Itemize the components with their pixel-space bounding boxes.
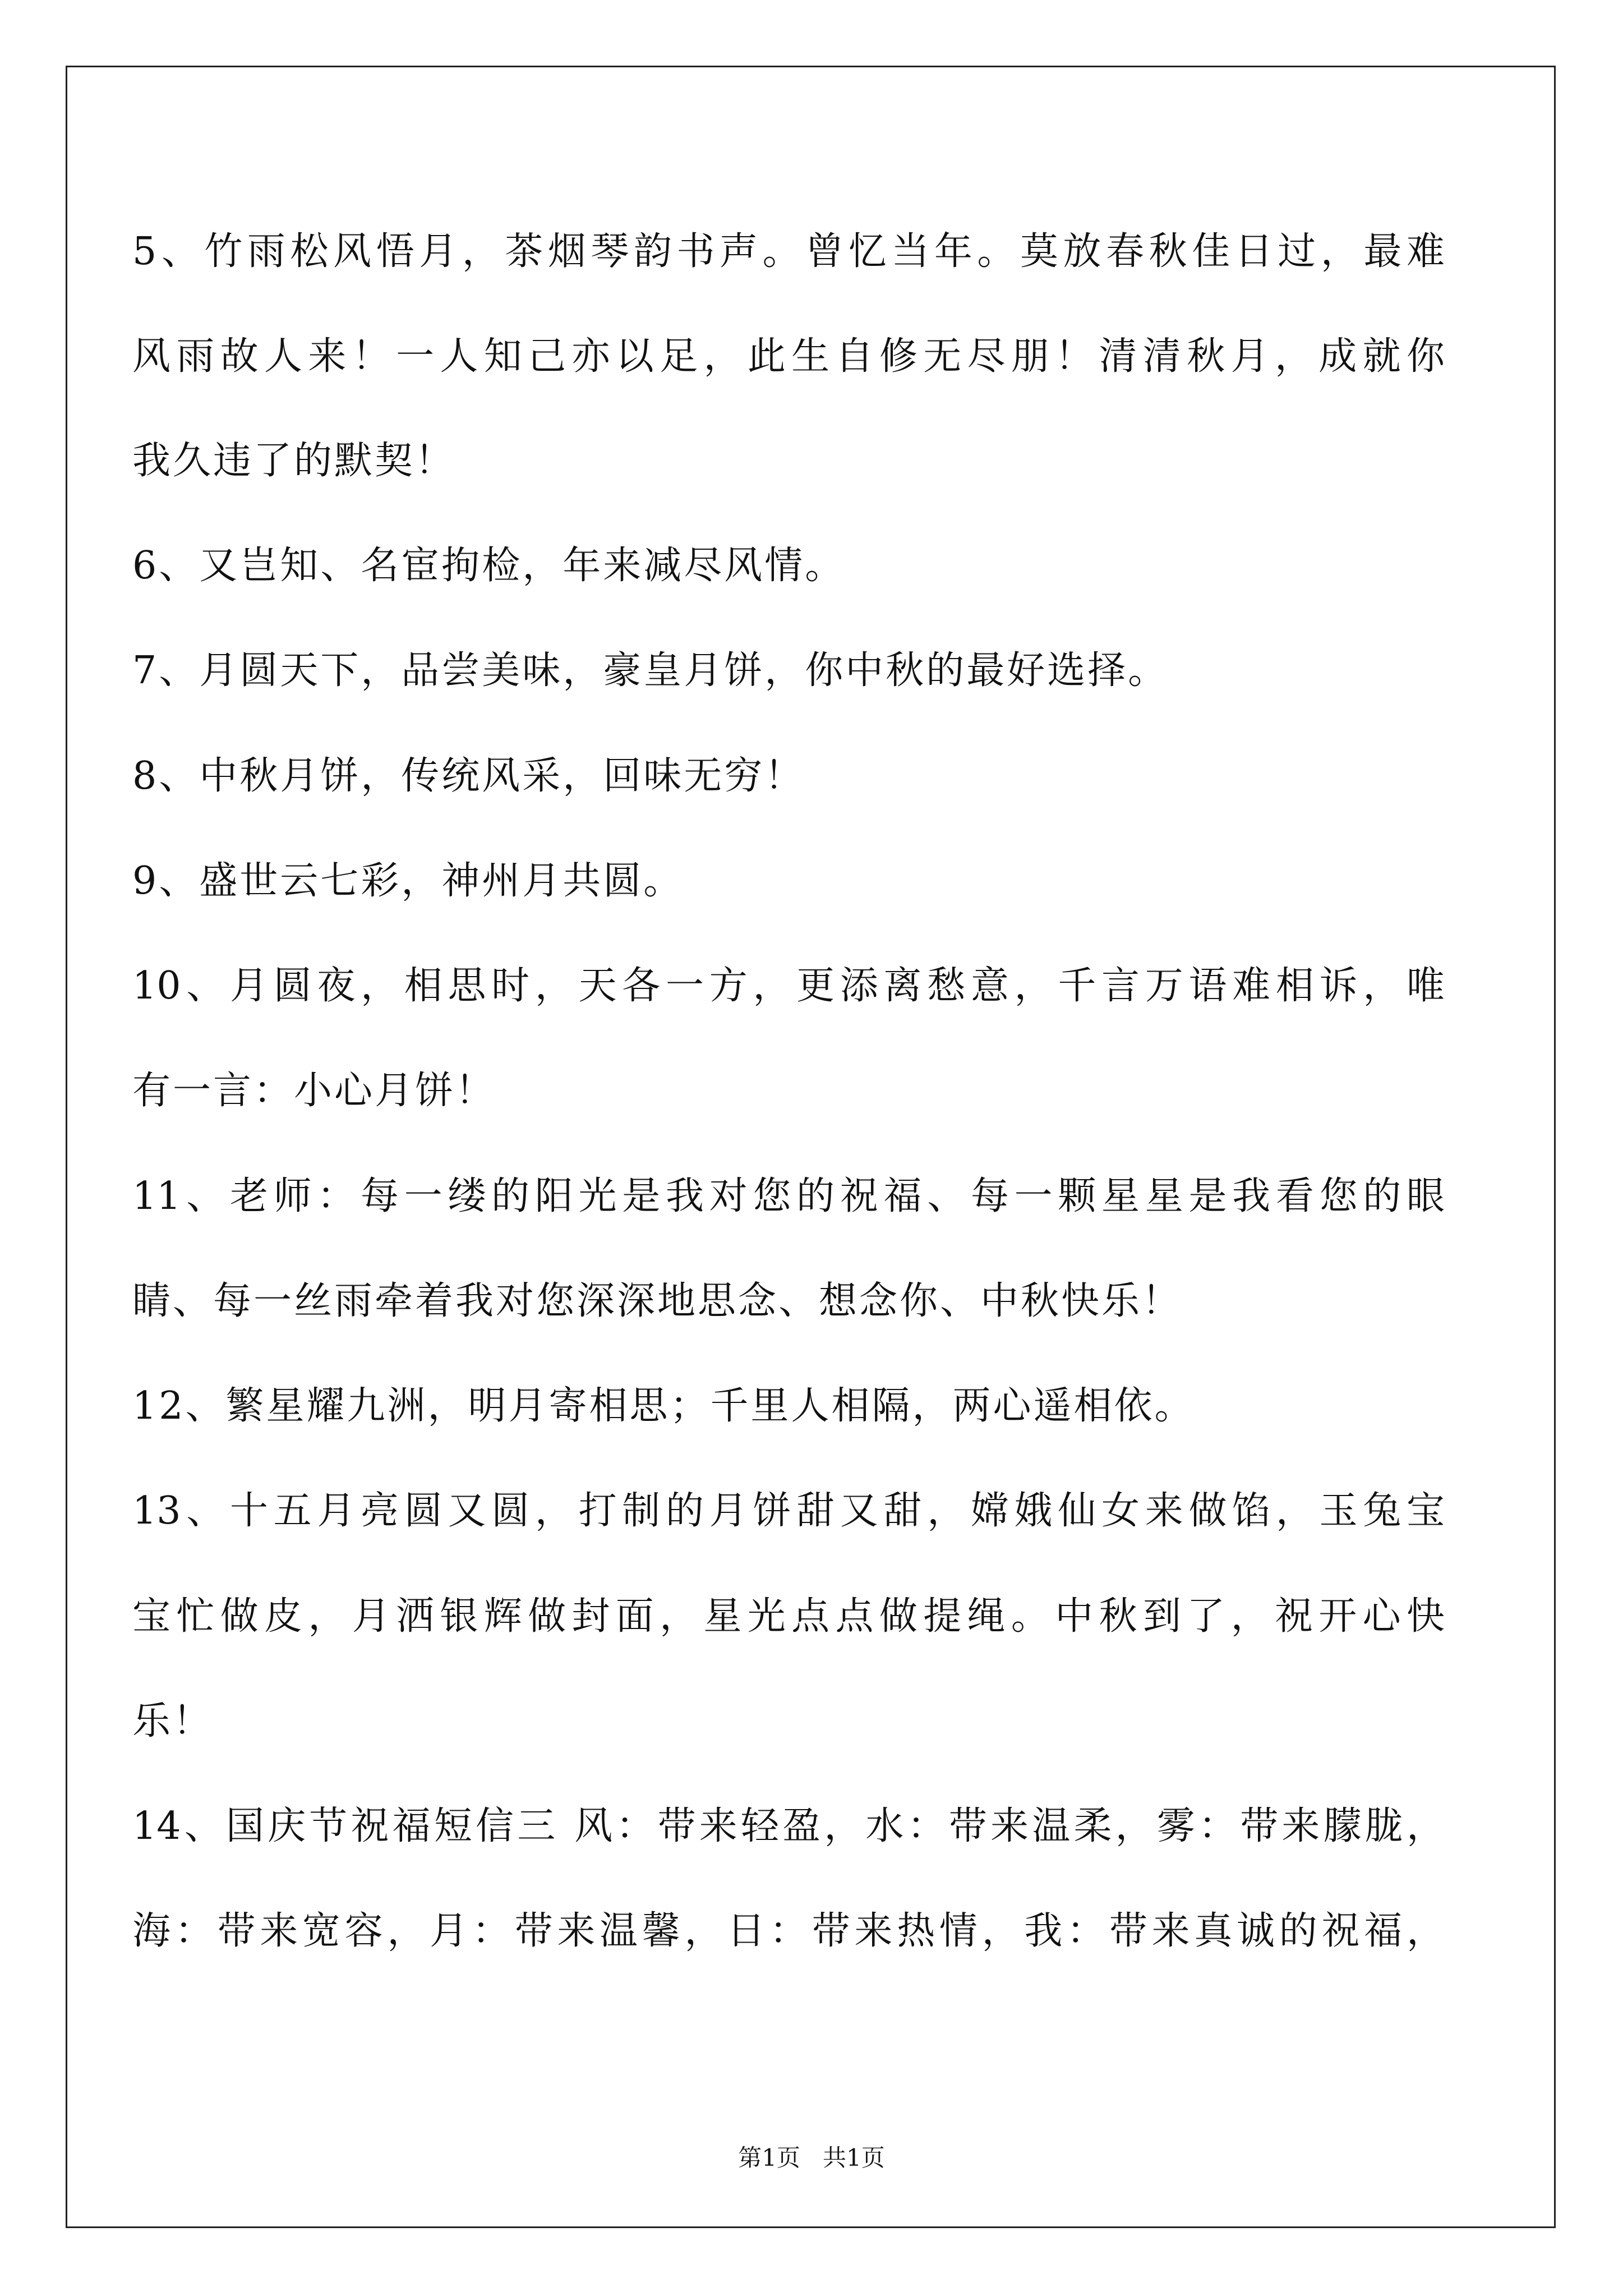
text-line: 海：带来宽容，月：带来温馨，日：带来热情，我：带来真诚的祝福， <box>132 1909 1445 1953</box>
text-line: 8、中秋月饼，传统风采，回味无穷！ <box>132 754 805 798</box>
text-line: 宝忙做皮，月洒银辉做封面，星光点点做提绳。中秋到了，祝开心快 <box>132 1594 1445 1639</box>
page-footer: 第1页 共1页 <box>738 2144 885 2171</box>
text-line: 9、盛世云七彩，神州月共圆。 <box>132 859 684 903</box>
text-line: 我久违了的默契！ <box>132 439 456 483</box>
text-line: 乐！ <box>132 1699 214 1743</box>
text-line: 12、繁星耀九洲，明月寄相思；千里人相隔，两心遥相依。 <box>132 1384 1195 1428</box>
page-border <box>66 66 1556 2228</box>
text-line: 7、月圆天下，品尝美味，豪皇月饼，你中秋的最好选择。 <box>132 648 1169 693</box>
text-line: 11、老师：每一缕的阳光是我对您的祝福、每一颗星星是我看您的眼 <box>132 1174 1445 1218</box>
text-line: 5、竹雨松风悟月，茶烟琴韵书声。曾忆当年。莫放春秋佳日过，最难 <box>132 229 1445 274</box>
text-line: 风雨故人来！一人知己亦以足，此生自修无尽朋！清清秋月，成就你 <box>132 334 1445 379</box>
text-line: 10、月圆夜，相思时，天各一方，更添离愁意，千言万语难相诉，唯 <box>132 964 1445 1008</box>
text-line: 6、又岂知、名宦拘检，年来减尽风情。 <box>132 544 846 588</box>
text-line: 13、十五月亮圆又圆，打制的月饼甜又甜，嫦娥仙女来做馅，玉兔宝 <box>132 1489 1445 1533</box>
text-line: 有一言：小心月饼！ <box>132 1069 496 1113</box>
text-line: 睛、每一丝雨牵着我对您深深地思念、想念你、中秋快乐！ <box>132 1279 1183 1323</box>
text-line: 14、国庆节祝福短信三 风：带来轻盈，水：带来温柔，雾：带来朦胧， <box>132 1804 1445 1848</box>
